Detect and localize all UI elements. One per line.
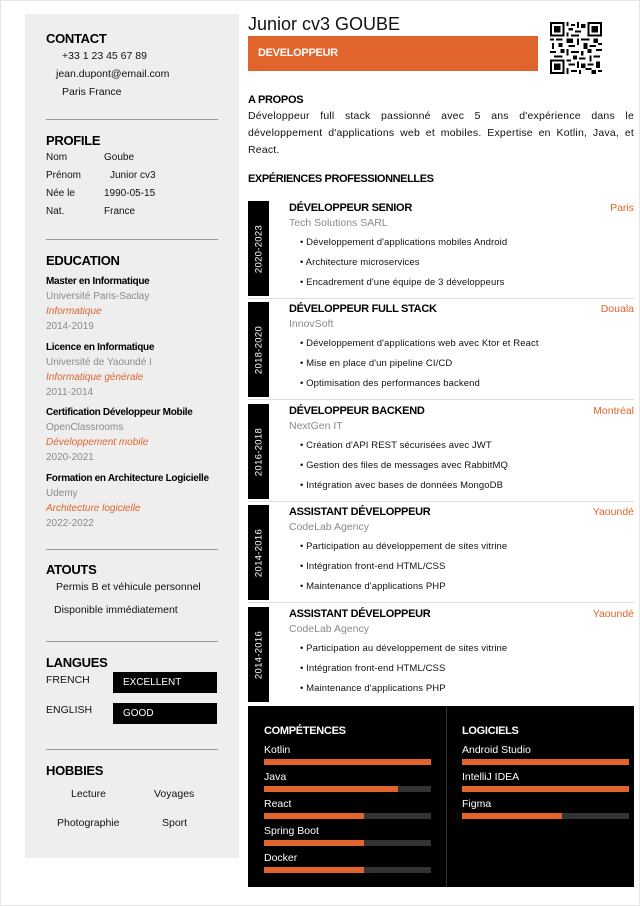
bullet-item: • Architecture microservices (300, 257, 420, 268)
education-field: Développement mobile (46, 437, 149, 448)
experience-city: Paris (610, 202, 634, 214)
hobby-item: Photographie (57, 817, 120, 829)
experience-bullets (300, 338, 539, 398)
education-field: Informatique générale (46, 372, 144, 383)
divider (248, 298, 634, 299)
education-dates: 2014-2019 (46, 321, 94, 332)
education-title: Formation en Architecture Logicielle (46, 473, 209, 484)
experience-item (248, 607, 634, 702)
about-text: Développeur full stack passionné avec 5 ans d'expérience dans le développement d'applications web et mobiles. Expertise en Kotlin, Java, et React. (248, 110, 634, 156)
experience-dates: 2014-2016 (253, 528, 264, 577)
languages-heading: LANGUES (46, 655, 108, 670)
education-title: Certification Développeur Mobile (46, 407, 193, 418)
education-item (46, 407, 226, 467)
bullet-item: • Mise en place d'un pipeline CI/CD (300, 358, 453, 369)
divider (46, 549, 218, 550)
profile-row (46, 188, 206, 202)
experience-item (248, 505, 634, 600)
skill-level-fill (264, 867, 364, 873)
skill-level-fill (264, 813, 364, 819)
skill-level-bar (264, 759, 431, 765)
education-dates: 2020-2021 (46, 452, 94, 463)
bullet-item: • Intégration avec bases de données MongoDB (300, 480, 504, 491)
education-item (46, 473, 226, 533)
language-name: ENGLISH (46, 704, 93, 716)
bullet-item: • Gestion des files de messages avec RabbitMQ (300, 460, 508, 471)
experience-bullets (300, 237, 507, 297)
experience-dates: 2014-2016 (253, 630, 264, 679)
experience-city: Douala (600, 303, 634, 315)
skill-level-bar (264, 813, 431, 819)
contact-heading: CONTACT (46, 31, 107, 46)
skill-level-bar (462, 813, 629, 819)
skill-level-bar (264, 786, 431, 792)
about-heading: A PROPOS (248, 94, 304, 106)
experience-company: NextGen IT (289, 420, 343, 432)
candidate-name: Junior cv3 GOUBE (248, 14, 401, 34)
skill-item (264, 744, 431, 765)
experience-company: CodeLab Agency (289, 521, 369, 533)
experience-heading: EXPÉRIENCES PROFESSIONNELLES (248, 173, 434, 185)
qr-code-icon (550, 22, 602, 74)
profile-heading: PROFILE (46, 133, 101, 148)
profile-row (46, 206, 206, 220)
experience-company: Tech Solutions SARL (289, 217, 388, 229)
experience-title: DÉVELOPPEUR SENIOR (289, 202, 412, 214)
experience-date-bar (248, 404, 269, 499)
education-dates: 2022-2022 (46, 518, 94, 529)
profile-value: 1990-05-15 (104, 188, 156, 199)
experience-title: DÉVELOPPEUR FULL STACK (289, 303, 437, 315)
bullet-item: • Participation au développement de sites vitrine (300, 643, 508, 654)
contact-location: Paris France (62, 86, 122, 98)
education-item (46, 276, 226, 336)
experience-company: InnovSoft (289, 318, 334, 330)
atout-item: Disponible immédiatement (54, 604, 178, 616)
divider (248, 602, 634, 603)
profile-row (46, 152, 206, 166)
skill-level-bar (462, 786, 629, 792)
experience-title: ASSISTANT DÉVELOPPEUR (289, 506, 431, 518)
skill-level-bar (264, 867, 431, 873)
profile-label: Née le (46, 188, 75, 199)
bullet-item: • Optimisation des performances backend (300, 378, 480, 389)
education-school: Université Paris-Saclay (46, 291, 150, 302)
contact-phone: +33 1 23 45 67 89 (62, 50, 147, 62)
experience-dates: 2016-2018 (253, 427, 264, 476)
experience-item (248, 404, 634, 499)
experience-item (248, 302, 634, 397)
education-school: Udemy (46, 488, 78, 499)
education-dates: 2011-2014 (46, 387, 94, 398)
experience-date-bar (248, 505, 269, 600)
profile-label: Prénom (46, 170, 82, 181)
skill-name: Figma (462, 798, 492, 810)
experience-dates: 2020-2023 (253, 224, 264, 273)
experience-item (248, 201, 634, 296)
language-level: EXCELLENT (113, 672, 217, 693)
skills-panel (248, 706, 634, 887)
skills-heading: COMPÉTENCES (264, 725, 346, 737)
bullet-item: • Encadrement d'une équipe de 3 développeurs (300, 277, 505, 288)
bullet-item: • Maintenance d'applications PHP (300, 581, 446, 592)
education-school: OpenClassrooms (46, 422, 124, 433)
language-level: GOOD (113, 703, 217, 724)
skill-item (462, 771, 629, 792)
profile-value: Goube (104, 152, 135, 163)
experience-bullets (300, 440, 508, 500)
bullet-item: • Participation au développement de sites vitrine (300, 541, 508, 552)
bullet-item: • Intégration front-end HTML/CSS (300, 663, 446, 674)
profile-label: Nom (46, 152, 68, 163)
skill-level-bar (462, 759, 629, 765)
hobby-item: Sport (162, 817, 188, 829)
education-school: Université de Yaoundé I (46, 357, 152, 368)
skill-level-bar (264, 840, 431, 846)
education-field: Architecture logicielle (46, 503, 141, 514)
divider (46, 119, 218, 120)
skill-name: Spring Boot (264, 825, 319, 837)
education-item (46, 342, 226, 402)
profile-value: Junior cv3 (110, 170, 156, 181)
skill-level-fill (264, 786, 398, 792)
hobbies-heading: HOBBIES (46, 763, 104, 778)
education-field: Informatique (46, 306, 102, 317)
profile-label: Nat. (46, 206, 65, 217)
experience-date-bar (248, 302, 269, 397)
skill-level-fill (462, 813, 562, 819)
skill-level-fill (462, 759, 629, 765)
experience-bullets (300, 541, 507, 601)
experience-city: Yaoundé (592, 506, 634, 518)
role-banner: DEVELOPPEUR (248, 36, 538, 71)
divider (46, 749, 218, 750)
experience-city: Montréal (593, 405, 634, 417)
skill-item (264, 852, 431, 873)
skill-item (462, 744, 629, 765)
contact-email: jean.dupont@email.com (56, 68, 170, 80)
skill-name: Android Studio (462, 744, 531, 756)
divider (248, 399, 634, 400)
experience-dates: 2018-2020 (253, 325, 264, 374)
skill-level-fill (462, 786, 629, 792)
divider (46, 641, 218, 642)
experience-title: DÉVELOPPEUR BACKEND (289, 405, 425, 417)
experience-date-bar (248, 201, 269, 296)
profile-value: France (104, 206, 136, 217)
education-heading: EDUCATION (46, 253, 120, 268)
skill-item (264, 798, 431, 819)
skills-divider (446, 706, 447, 887)
education-title: Master en Informatique (46, 276, 150, 287)
skill-name: Docker (264, 852, 298, 864)
experience-bullets (300, 643, 507, 703)
skill-name: Java (264, 771, 287, 783)
divider (46, 239, 218, 240)
bullet-item: • Maintenance d'applications PHP (300, 683, 446, 694)
hobby-item: Lecture (71, 788, 107, 800)
bullet-item: • Développement d'applications mobiles Android (300, 237, 508, 248)
atouts-heading: ATOUTS (46, 562, 97, 577)
atout-item: Permis B et véhicule personnel (56, 581, 201, 593)
experience-company: CodeLab Agency (289, 623, 369, 635)
skill-item (264, 825, 431, 846)
skill-name: Kotlin (264, 744, 291, 756)
skill-level-fill (264, 759, 431, 765)
skill-name: IntelliJ IDEA (462, 771, 520, 783)
skill-name: React (264, 798, 292, 810)
skill-item (264, 771, 431, 792)
skill-item (462, 798, 629, 819)
bullet-item: • Création d'API REST sécurisées avec JWT (300, 440, 492, 451)
education-title: Licence en Informatique (46, 342, 155, 353)
skill-level-fill (264, 840, 364, 846)
hobby-item: Voyages (154, 788, 195, 800)
sidebar (25, 14, 239, 858)
profile-row (46, 170, 206, 184)
software-heading: LOGICIELS (462, 725, 519, 737)
language-name: FRENCH (46, 674, 90, 686)
experience-title: ASSISTANT DÉVELOPPEUR (289, 608, 431, 620)
experience-city: Yaoundé (592, 608, 634, 620)
bullet-item: • Intégration front-end HTML/CSS (300, 561, 446, 572)
divider (248, 501, 634, 502)
bullet-item: • Développement d'applications web avec Ktor et React (300, 338, 539, 349)
experience-date-bar (248, 607, 269, 702)
